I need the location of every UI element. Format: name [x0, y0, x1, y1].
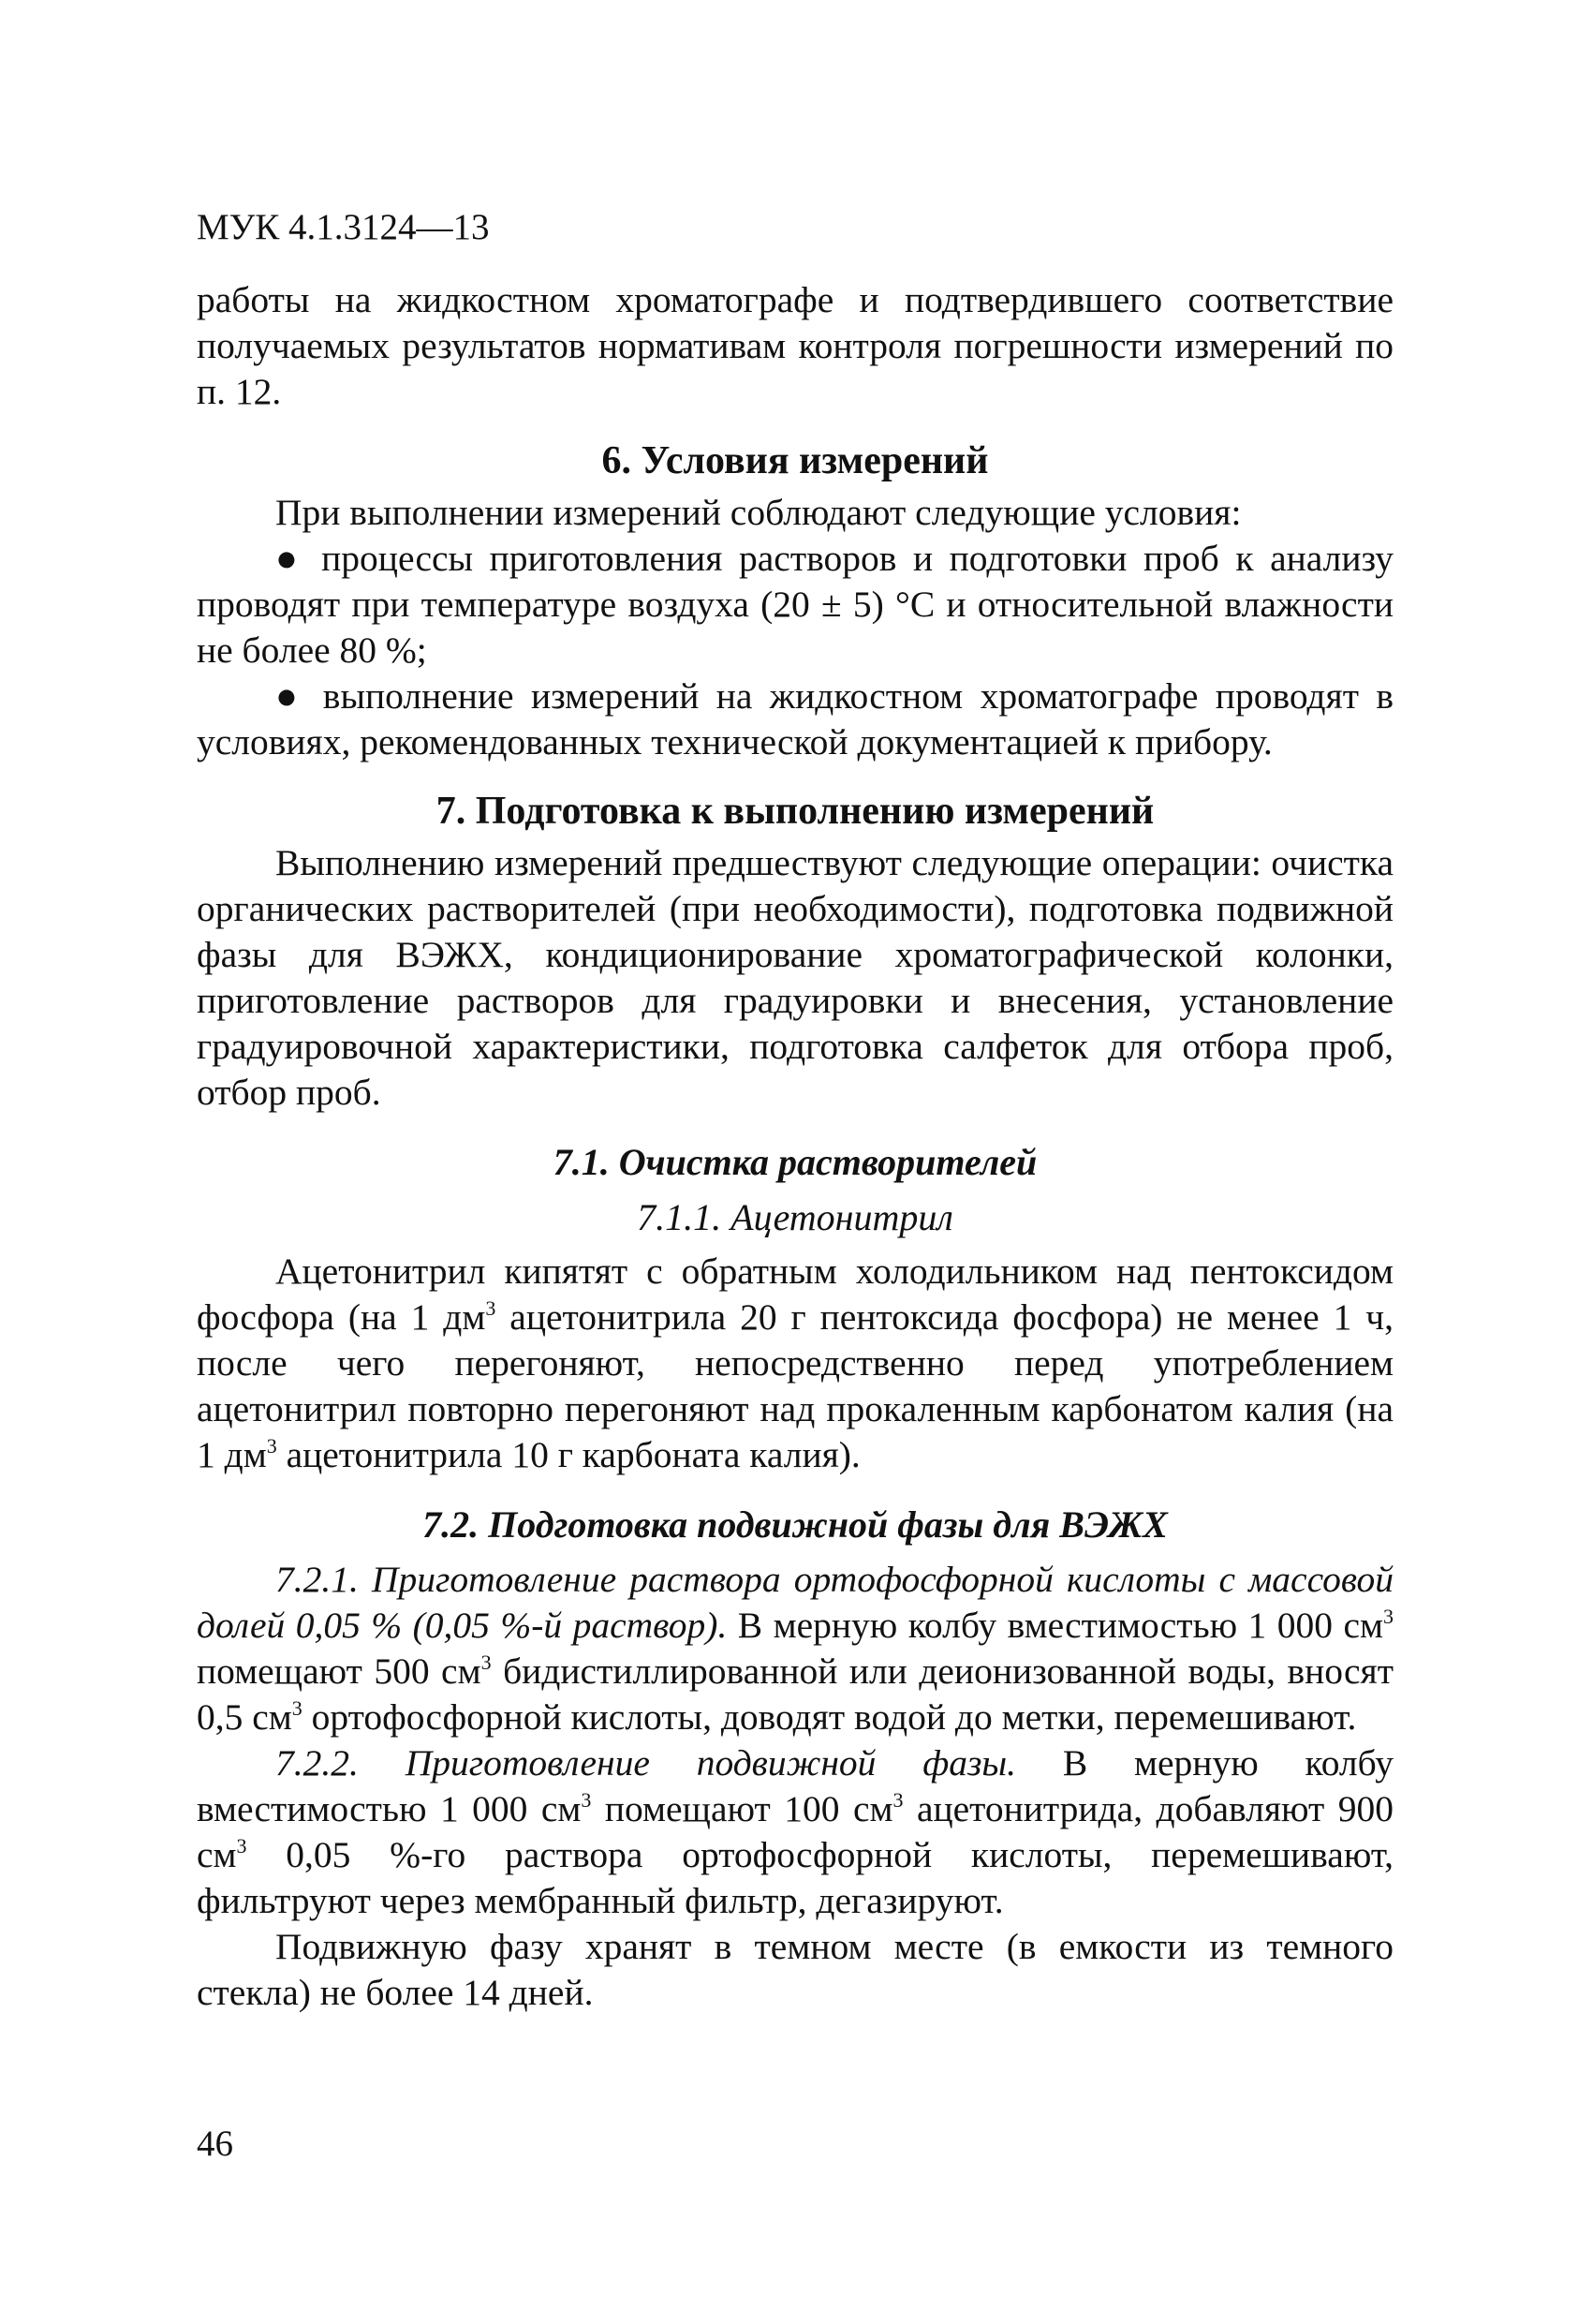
subsection-7-1-title: 7.1. Очистка растворителей — [553, 1141, 1038, 1183]
section-6-bullet-2 — [197, 674, 1394, 765]
bullet-text: выполнение измерений на жидкостном хроматографе проводят в условиях, рекомендованных технической документацией к прибору. — [197, 675, 1394, 762]
paragraph-7-2-2: 7.2.2. Приготовление подвижной фазы. В мерную колбу вместимостью 1 000 $см^3$ помещают 100 $см^3$ ацетонитрида, добавляют 900 $см^3$ 0,05 %-го раствора ортофосфорной кислоты, перемешивают, фильтруют через мембранный фильтр, дегазируют. — [197, 1742, 1394, 1921]
page-number: 46 — [197, 2124, 233, 2164]
subsection-7-2-title: 7.2. Подготовка подвижной фазы для ВЭЖХ — [422, 1503, 1168, 1546]
storage-paragraph: Подвижную фазу хранят в темном месте (в емкости из темного стекла) не более 14 дней. — [197, 1926, 1394, 2013]
section-7-title: 7. Подготовка к выполнению измерений — [435, 790, 1155, 833]
running-header: МУК 4.1.3124—13 — [197, 207, 490, 247]
document-page — [197, 204, 1394, 2016]
section-6-bullet-1 — [197, 536, 1394, 674]
section-6-title: 6. Условия измерений — [601, 439, 989, 482]
paragraph-heading: 7.2.1. Приготовление раствора ортофосфорной кислоты с массовой долей 0,05 % (0,05 %-й раствор). — [197, 1559, 1394, 1646]
intro-paragraph: работы на жидкостном хроматографе и подтвердившего соответствие получаемых результатов нормативам контроля погрешности измерений по п. 12. — [197, 279, 1394, 412]
bullet-text: процессы приготовления растворов и подготовки проб к анализу проводят при температуре воздуха (20 ± 5) °С и относительной влажности не более 80 %; — [197, 538, 1394, 671]
bullet-icon: ● — [275, 538, 305, 579]
subsection-7-1-1-title: 7.1.1. Ацетонитрил — [637, 1196, 953, 1238]
section-7-paragraph: Выполнению измерений предшествуют следующие операции: очистка органических растворителей (при необходимости), подготовка подвижной фазы для ВЭЖХ, кондиционирование хроматографической колонки, приготовление растворов для градуировки и внесения, установление градуировочной характеристики, подготовка салфеток для отбора проб, отбор проб. — [197, 842, 1394, 1113]
bullet-icon: ● — [275, 675, 306, 717]
paragraph-heading: 7.2.2. Приготовление подвижной фазы. — [275, 1742, 1017, 1784]
paragraph-7-2-1: 7.2.1. Приготовление раствора ортофосфорной кислоты с массовой долей 0,05 % (0,05 %-й раствор). В мерную колбу вместимостью 1 000 $см^3$ помещают 500 $см^3$ бидистиллированной или деионизованной воды, вносят 0,5 $см^3$ ортофосфорной кислоты, доводят водой до метки, перемешивают. — [197, 1559, 1394, 1738]
acetonitrile-paragraph: Ацетонитрил кипятят с обратным холодильником над пентоксидом фосфора (на 1 $дм^3$ ацетонитрила 20 г пентоксида фосфора) не менее 1 ч, после чего перегоняют, непосредственно перед употреблением ацетонитрил повторно перегоняют над прокаленным карбонатом калия (на 1 $дм^3$ ацетонитрила 10 г карбоната калия). — [197, 1251, 1394, 1475]
section-6-lead: При выполнении измерений соблюдают следующие условия: — [275, 492, 1242, 533]
